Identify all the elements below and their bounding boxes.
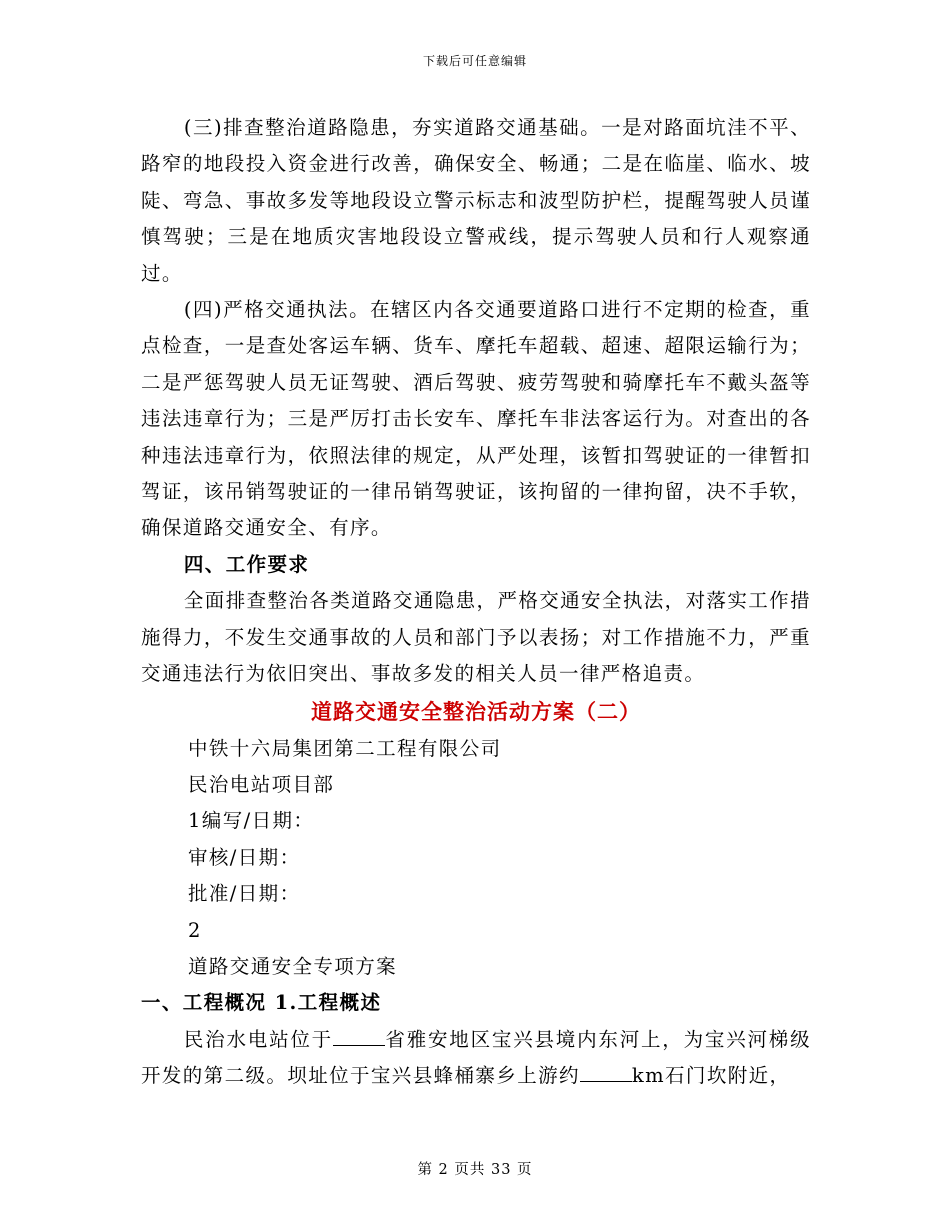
page-footer: 第 2 页共 33 页	[417, 1162, 533, 1178]
review-date-line: 审核/日期：	[188, 845, 301, 869]
section-title: 道路交通安全整治活动方案（二）	[311, 698, 641, 724]
paragraph-5: 全面排查整治各类道路交通隐患，严格交通安全执法，对落实工作措施得力，不发生交通事故的人员和部门予以表扬；对工作措施不力，严重交通违法行为依旧突出、事故多发的相关人员一律严格追责。	[141, 589, 811, 686]
heading-work-requirements: 四、工作要求	[183, 552, 310, 576]
blank-line	[580, 1063, 632, 1082]
overview-text-3: km石门坎附近，	[631, 1064, 791, 1088]
compile-date-line: 1编写/日期：	[188, 809, 315, 833]
heading-project-overview: 一、工程概况 1.工程概述	[141, 991, 382, 1015]
company-name: 中铁十六局集团第二工程有限公司	[188, 736, 502, 760]
paragraph-4: (四)严格交通执法。在辖区内各交通要道路口进行不定期的检查，重点检查，一是查处客运车辆、货车、摩托车超载、超速、超限运输行为；二是严惩驾驶人员无证驾驶、酒后驾驶、疲劳驾驶和骑摩托车不戴头盔等违法违章行为；三是严厉打击长安车、摩托车非法客运行为。对查出的各种违法违章行为，依照法律的规定，从严处理，该暂扣驾驶证的一律暂扣驾证，该吊销驾驶证的一律吊销驾驶证，该拘留的一律拘留，决不手软，确保道路交通安全、有序。	[141, 298, 811, 540]
overview-text-2: 省雅安地区宝兴县境内东河上，为宝兴河梯级开发的第二级。坝址位于宝兴县蜂桶寨乡上游约	[141, 1027, 811, 1088]
page-header: 下载后可任意编辑	[422, 54, 527, 68]
inner-page-number: 2	[188, 918, 202, 942]
plan-title: 道路交通安全专项方案	[188, 954, 398, 978]
overview-text-1: 民治水电站位于	[183, 1027, 333, 1051]
blank-line	[333, 1027, 385, 1046]
overview-paragraph	[141, 1022, 811, 1095]
document-body	[141, 110, 811, 1095]
approve-date-line: 批准/日期：	[188, 882, 301, 906]
paragraph-3: (三)排查整治道路隐患，夯实道路交通基础。一是对路面坑洼不平、路窄的地段投入资金进行改善，确保安全、畅通；二是在临崖、临水、坡陡、弯急、事故多发等地段设立警示标志和波型防护栏，提醒驾驶人员谨慎驾驶；三是在地质灾害地段设立警戒线，提示驾驶人员和行人观察通过。	[141, 116, 811, 285]
project-name: 民治电站项目部	[188, 772, 335, 796]
